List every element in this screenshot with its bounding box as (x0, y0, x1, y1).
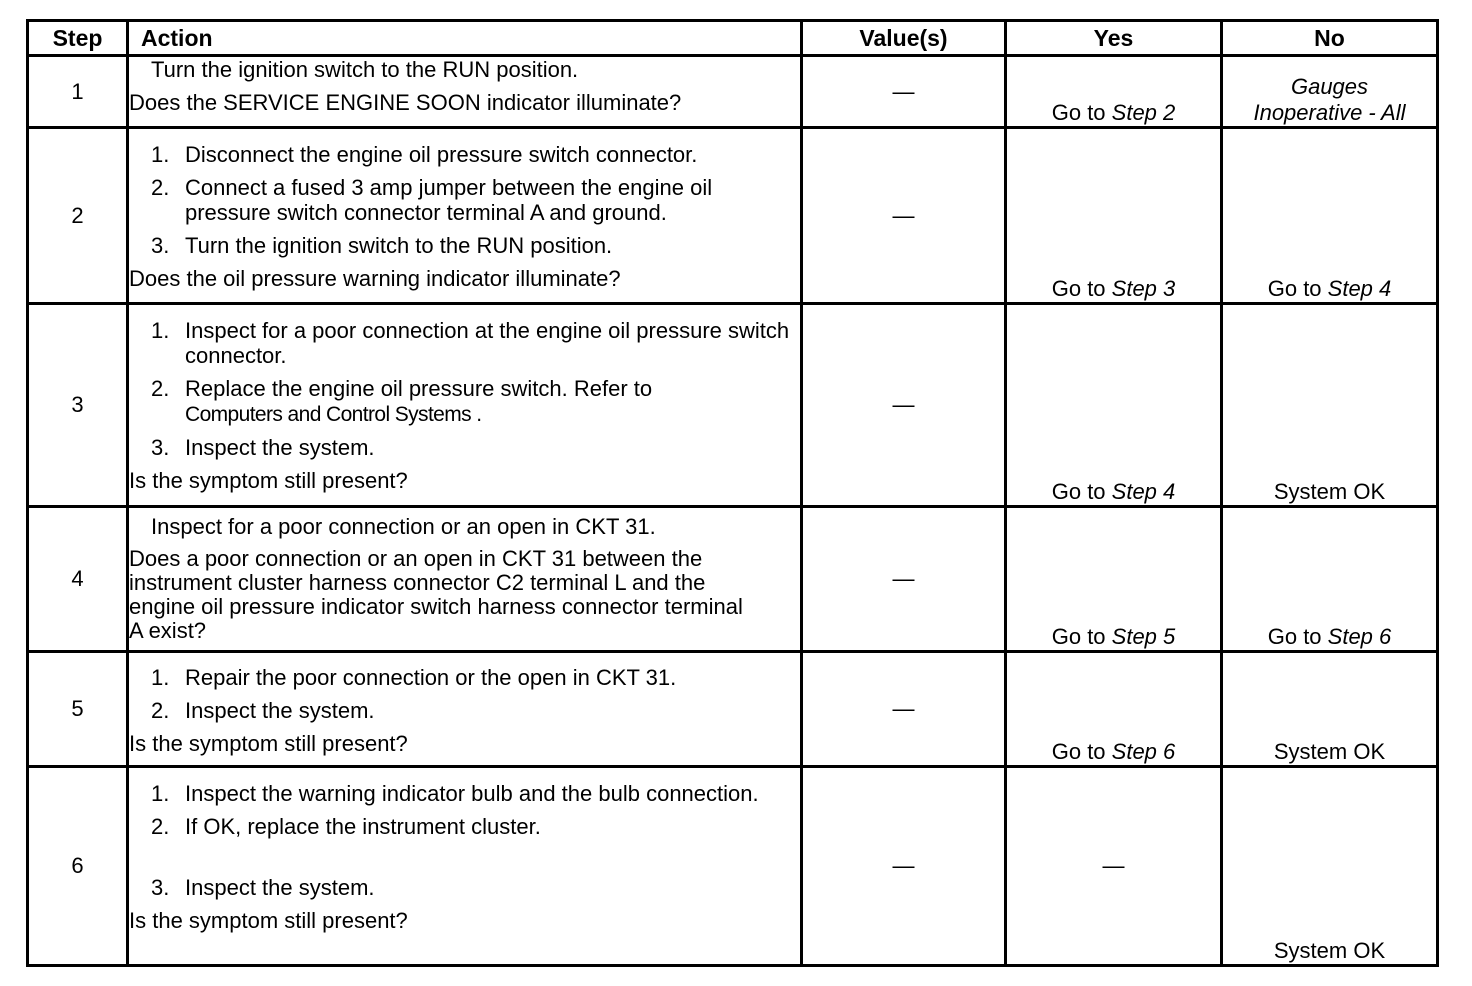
action-cell (128, 507, 802, 652)
item-number: 3. (151, 875, 170, 900)
item-text: Inspect the system. (185, 875, 375, 900)
action-instruction: Turn the ignition switch to the RUN position. (151, 57, 579, 82)
action-cell (128, 304, 802, 507)
value-cell: — (802, 304, 1006, 507)
action-item (129, 142, 800, 167)
step-number: 1 (28, 56, 128, 128)
goto-prefix: Go to (1267, 624, 1328, 649)
goto-prefix: Go to (1051, 624, 1112, 649)
action-item (129, 376, 800, 427)
item-text: If OK, replace the instrument cluster. (185, 814, 541, 839)
action-instruction: Inspect for a poor connection or an open in CKT 31. (151, 514, 656, 539)
action-question: Does the oil pressure warning indicator illuminate? (129, 266, 621, 291)
item-number: 2. (151, 698, 170, 723)
goto-prefix: Go to (1051, 739, 1112, 764)
header-no: No (1222, 21, 1438, 56)
action-item (129, 318, 800, 368)
yes-cell (1006, 304, 1222, 507)
header-yes: Yes (1006, 21, 1222, 56)
item-number: 1. (151, 142, 170, 167)
item-number: 1. (151, 781, 170, 806)
item-text: Connect a fused 3 amp jumper between the engine oil pressure switch connector terminal A and ground. (185, 175, 713, 225)
value-cell: — (802, 652, 1006, 767)
table-row (28, 652, 1438, 767)
item-text: Repair the poor connection or the open in CKT 31. (185, 665, 677, 690)
action-item (129, 698, 800, 723)
item-text: Turn the ignition switch to the RUN position. (185, 233, 613, 258)
item-text: Replace the engine oil pressure switch. Refer to (185, 376, 653, 401)
step-link[interactable]: Step 6 (1327, 624, 1392, 649)
item-number: 3. (151, 435, 170, 460)
value-cell: — (802, 128, 1006, 304)
no-cell (1222, 128, 1438, 304)
action-item (129, 781, 800, 806)
diagnostic-table (26, 19, 1439, 967)
header-step: Step (28, 21, 128, 56)
value-cell: — (802, 767, 1006, 966)
table-row (28, 56, 1438, 128)
step-number: 4 (28, 507, 128, 652)
step-number: 3 (28, 304, 128, 507)
value-cell: — (802, 56, 1006, 128)
step-link[interactable]: Step 4 (1111, 479, 1176, 504)
action-cell (128, 128, 802, 304)
step-link[interactable]: Step 6 (1111, 739, 1176, 764)
table-row (28, 507, 1438, 652)
step-number: 6 (28, 767, 128, 966)
table-row (28, 128, 1438, 304)
step-link[interactable]: Step 3 (1111, 276, 1176, 301)
no-cell (1222, 507, 1438, 652)
yes-cell: — (1006, 767, 1222, 966)
value-cell: — (802, 507, 1006, 652)
item-text: Inspect the warning indicator bulb and the bulb connection. (185, 781, 759, 806)
header-row (28, 21, 1438, 56)
action-question: Does a poor connection or an open in CKT 31 between the instrument cluster harness connector C2 terminal L and the engine oil pressure indicator switch harness connector terminal A exist? (129, 546, 743, 643)
table-row (28, 304, 1438, 507)
reference-link[interactable]: Computers and Control Systems . (185, 403, 482, 426)
step-link[interactable]: Step 4 (1327, 276, 1392, 301)
yes-cell (1006, 128, 1222, 304)
goto-prefix: Go to (1051, 276, 1112, 301)
action-question: Is the symptom still present? (129, 468, 408, 493)
action-item (129, 814, 800, 839)
item-text: Inspect the system. (185, 698, 375, 723)
action-question: Is the symptom still present? (129, 731, 408, 756)
item-number: 3. (151, 233, 170, 258)
step-number: 2 (28, 128, 128, 304)
item-number: 1. (151, 665, 170, 690)
header-action: Action (128, 21, 802, 56)
no-result-line1: Gauges (1290, 74, 1369, 99)
item-text: Inspect the system. (185, 435, 375, 460)
yes-cell (1006, 652, 1222, 767)
item-number: 1. (151, 318, 170, 343)
goto-prefix: Go to (1051, 100, 1112, 125)
item-text: Inspect for a poor connection at the engine oil pressure switch connector. (185, 318, 790, 368)
table-row (28, 767, 1438, 966)
no-cell: System OK (1222, 304, 1438, 507)
action-question: Is the symptom still present? (129, 908, 408, 933)
action-item (129, 435, 800, 460)
no-result-line2: Inoperative - All (1253, 100, 1406, 125)
action-item (129, 665, 800, 690)
action-cell (128, 767, 802, 966)
action-cell (128, 652, 802, 767)
yes-cell (1006, 56, 1222, 128)
item-number: 2. (151, 814, 170, 839)
yes-cell (1006, 507, 1222, 652)
item-text: Disconnect the engine oil pressure switch connector. (185, 142, 698, 167)
no-cell: System OK (1222, 652, 1438, 767)
step-link[interactable]: Step 2 (1111, 100, 1176, 125)
no-cell (1222, 56, 1438, 128)
action-question: Does the SERVICE ENGINE SOON indicator illuminate? (129, 90, 682, 115)
goto-prefix: Go to (1051, 479, 1112, 504)
action-cell (128, 56, 802, 128)
step-link[interactable]: Step 5 (1111, 624, 1176, 649)
item-number: 2. (151, 175, 170, 200)
item-number: 2. (151, 376, 170, 401)
no-cell: System OK (1222, 767, 1438, 966)
action-item (129, 175, 800, 225)
goto-prefix: Go to (1267, 276, 1328, 301)
action-item (129, 875, 800, 900)
header-values: Value(s) (802, 21, 1006, 56)
action-item (129, 233, 800, 258)
step-number: 5 (28, 652, 128, 767)
